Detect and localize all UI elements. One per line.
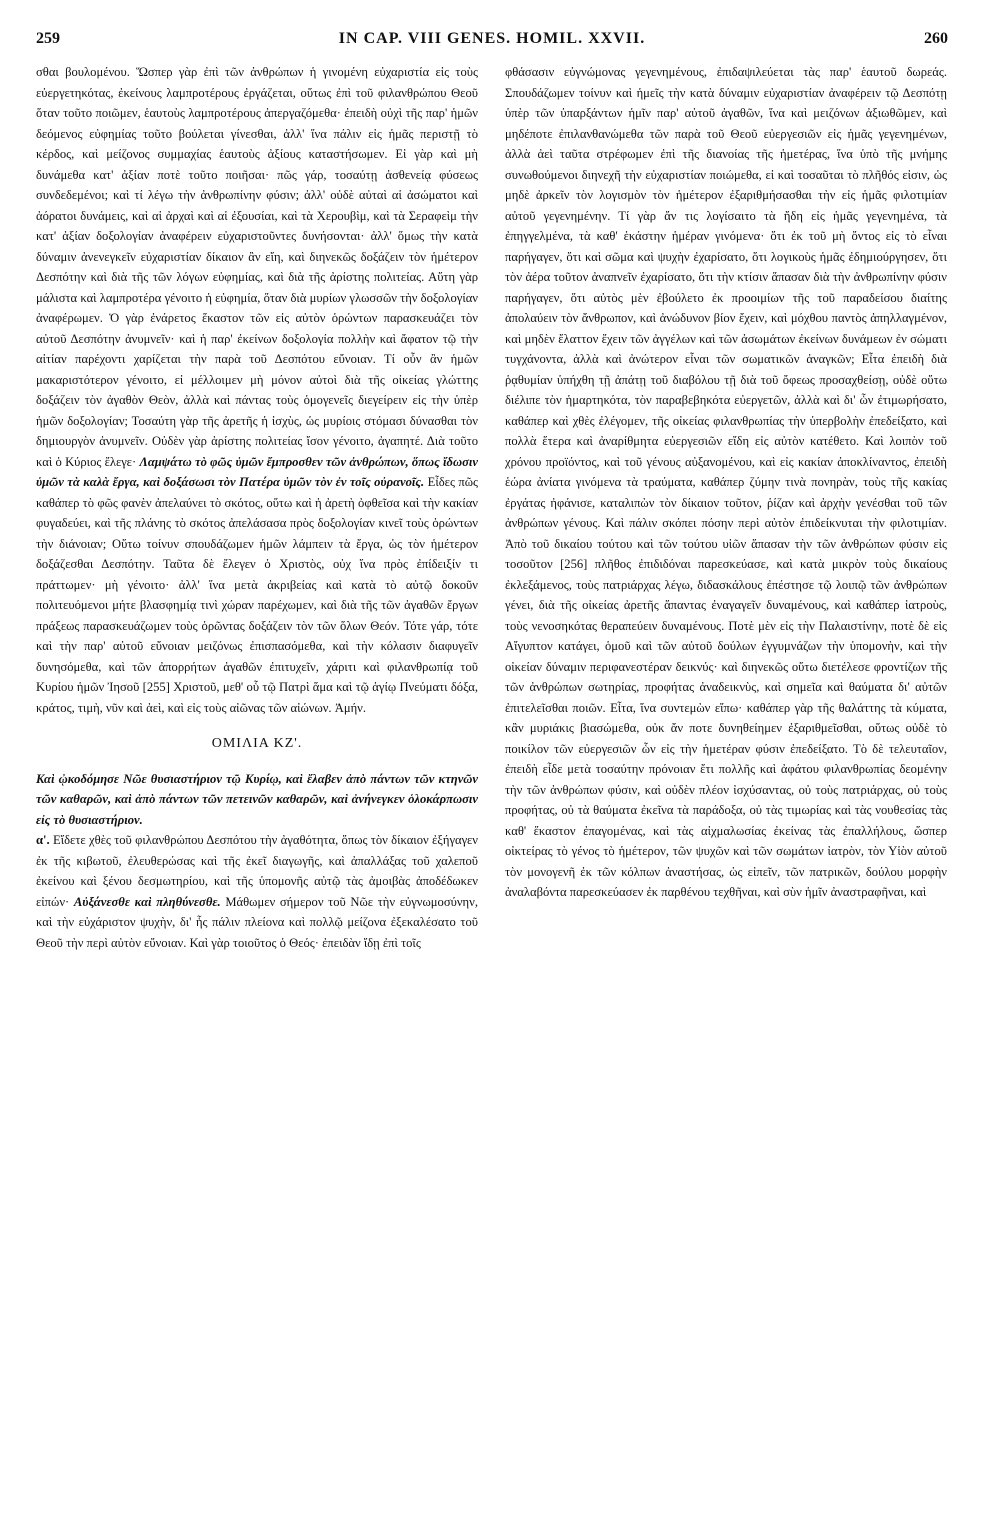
left-paragraph-text: σθαι βουλομένου. Ὥσπερ γὰρ ἐπὶ τῶν ἀνθρώπων ἡ γινομένη εὐχαριστία εἰς τοὺς εὐεργετηκότας, ἐκείνους λαμπροτέρους ἐργάζεται, οὕτως ἐπὶ τοῦ φιλανθρώπου Θεοῦ ὅταν τοῦτο ποιῶμεν, ἑαυτοὺς λαμπροτέρους ἀπεργαζόμεθα· ἐπειδὴ οὐχὶ τῆς παρ' ἡμῶν δεόμενος εὐφημίας τοῦτο βούλεται γίνεσθαι, ἀλλ' ἵνα πάλιν εἰς ἡμᾶς περιστῇ τὸ κέρδος, καὶ μείζονος συμμαχίας ἑαυτοὺς ἀξίους καταστήσωμεν. Εἰ γὰρ καὶ μὴ δυνάμεθα κατ' ἀξίαν ποτὲ τοῦτο ποιῆσαι· πῶς γάρ, τοσαύτῃ ἀσθενείᾳ φύσεως συνδεδεμένοι; καὶ τί λέγω τὴν ἀνθρωπίνην φύσιν; ἀλλ' οὐδὲ αὐταὶ αἱ ἀσώματοι καὶ ἀόρατοι δυνάμεις, καὶ αἱ ἀρχαὶ καὶ αἱ ἐξουσίαι, καὶ τὰ Χερουβὶμ, καὶ τὰ Σεραφεὶμ τὴν κατ' ἀξίαν δοξολογίαν ἀναφέρειν εὐχαριστοῦντες δυνήσονται· ἀλλ' ὅμως τὴν κατὰ δύναμιν ἀνενεγκεῖν εὐχαριστίαν δίκαιον ἂν εἴη, καὶ διηνεκῶς δοξάζειν τὸν ἡμέτερον Δεσπότην καὶ διὰ τῆς τῶν λόγων εὐφημίας, καὶ διὰ τῆς ἀρίστης πολιτείας. Αὕτη γὰρ μάλιστα καὶ λαμπροτέρα γένοιτο ἡ εὐφημία, ὅταν διὰ μυρίων γλωσσῶν τὴν δοξολογίαν ἀναφέρωμεν. Ὁ γὰρ ἐνάρετος ἕκαστον τῶν εἰς αὐτὸν ὁρώντων παρασκευάζει τὸν αὐτοῦ Δεσπότην ἀνυμνεῖν· καὶ ἡ παρ' ἐκείνων δοξολογία πολλὴν καὶ ἄφατον τῷ τὴν αἰτίαν παρέχοντι χαρίζεται τὴν παρὰ τοῦ Δεσπότου εὔνοιαν. Τί οὖν ἂν ἡμῶν μακαριστότερον γένοιτο, εἰ μέλλοιμεν μὴ μόνον αὐτοὶ διὰ τῆς οἰκείας γλώττης δοξάζειν τὸν ἀγαθὸν Θεὸν, ἀλλὰ καὶ πάντας τοὺς ὁμογενεῖς διεγείρειν εἰς τὴν ὑπὲρ ἡμῶν δοξολογίαν; Τοσαύτη γὰρ τῆς ἀρετῆς ἡ ἰσχὺς, ὡς μυρίοις στόμασι δύνασθαι τὸν δημιουργὸν ἀνυμνεῖν. Οὐδὲν γὰρ ἀρίστης πολιτείας ἴσον γένοιτο, ἀγαπητέ. Διὰ τοῦτο καὶ ὁ Κύριος ἔλεγε·: [36, 65, 478, 469]
page-number-right: 260: [924, 30, 948, 47]
running-header: [36, 30, 948, 58]
scripture-quote: Λαμψάτω τὸ φῶς ὑμῶν ἔμπροσθεν τῶν ἀνθρώπων, ὅπως ἴδωσιν ὑμῶν τὰ καλὰ ἔργα, καὶ δοξάσωσι τὸν Πατέρα ὑμῶν τὸν ἐν τοῖς οὐρανοῖς.: [36, 454, 478, 489]
opening-text-continued: Μάθωμεν σήμερον τοῦ Νῶε τὴν εὐγνωμοσύνην, καὶ τὴν εὐχάριστον ψυχὴν, δι' ἧς πάλιν πλείονα καὶ πολλῷ μείζονα ἐξεκαλέσατο τοῦ Θεοῦ τὴν περὶ αὐτὸν εὔνοιαν. Καὶ γὰρ τοιοῦτος ὁ Θεός· ἐπειδὰν ἴδῃ ἐπὶ τοῖς: [36, 894, 478, 950]
running-title: IN CAP. VIII GENES. HOMIL. XXVII.: [338, 30, 646, 47]
right-paragraph: φθάσασιν εὐγνώμονας γεγενημένους, ἐπιδαψιλεύεται τὰς παρ' ἑαυτοῦ δωρεάς. Σπουδάζωμεν τοίνυν καὶ ἡμεῖς τὴν κατὰ δύναμιν εὐχαριστίαν ἀναφέρειν τῷ Δεσπότῃ ὑπὲρ τῶν ὑπαρξάντων ἡμῖν παρ' αὐτοῦ ἀγαθῶν, ἵνα καὶ μειζόνων ἀξιωθῶμεν, καὶ μηδέποτε ἐπιλανθανώμεθα τῶν παρὰ τοῦ Θεοῦ εὐεργεσιῶν εἰς ἡμᾶς γεγενημένων, ἀλλὰ ἀεὶ ταῦτα στρέφωμεν ἐπὶ τῆς διανοίας τῆς ἡμετέρας, ἵνα ὑπὸ τῆς μνήμης συνωθούμενοι διηνεχῆ τὴν εὐχαριστίαν ποιώμεθα, εἰ καὶ τοσαῦται τὸ πλῆθός εἰσιν, ὡς μηδὲ ἀρκεῖν τὸν λογισμὸν τὸν ἡμέτερον ἐξαριθμήσασθαι τὴν εἰς ἡμᾶς φιλοτιμίαν αὐτοῦ γεγενημένην. Τί γὰρ ἄν τις λογίσαιτο τὰ ἤδη εἰς ἡμᾶς γεγενημένα, τὰ ἐπηγγελμένα, τὰ καθ' ἑκάστην ἡμέραν γινόμενα· ὅτι ἐκ τοῦ μὴ ὄντος εἰς τὸ εἶναι παρήγαγεν, ὅτι καὶ σῶμα καὶ ψυχὴν ἐχαρίσατο, ὅτι λογικοὺς ἡμᾶς ἐδημιούργησεν, ὅτι τὸν ἀέρα τοῦτον ἀναπνεῖν ἐχαρίσατο, ὅτι τὴν κτίσιν ἅπασαν διὰ τὴν ἀνθρωπίνην φύσιν παρήγαγεν, ὅτι αὐτὸς μὲν ἐβούλετο ἐκ προοιμίων τῆς τοῦ παραδείσου διαίτης ἀπολαύειν τὸν ἄνθρωπον, καὶ ἀνώδυνον βίον ἔχειν, καὶ μόχθου παντὸς ἀπηλλαγμένον, καὶ μηδὲν ἔλαττον ἔχειν τῶν ἀγγέλων καὶ τῶν ἀσωμάτων ἐκείνων δυνάμεων ἐν σώματι τυγχάνοντα, ἀλλὰ καὶ ἀνώτερον εἶναι τῶν σωματικῶν ἀναγκῶν; Εἶτα ἐπειδὴ διὰ ῥᾳθυμίαν ὑπήχθη τῇ ἀπάτῃ τοῦ διαβόλου τῇ διὰ τοῦ ὄφεως προσαχθείσῃ, οὐδὲ οὕτω διέλιπε τὸν ἡμαρτηκότα, τὸν παραβεβηκότα εὐεργετῶν, ἀλλὰ καὶ δι' ὧν ἐτιμωρήσατο, καθάπερ καὶ χθὲς ἐλέγομεν, τῆς οἰκείας φιλανθρωπίας τὴν ὑπερβολὴν ἐπεδείξατο, καὶ πολλὰ ἕτερα καὶ ἀναρίθμητα εὐεργεσιῶν εἴδη εἰς αὐτὸν κατέθετο. Καὶ λοιπὸν τοῦ χρόνου προϊόντος, καὶ τοῦ γένους αὐξανομένου, καὶ εἰς κακίαν ἀποκλίναντος, ἐπειδὴ ἑώρα ἀνίατα γινόμενα τὰ τραύματα, καθάπερ ζύμην τινὰ πονηρὰν, τοὺς τῆς κακίας ἐργάτας ἠφάνισε, καταλιπὼν τὸν δίκαιον τοῦτον, ῥίζαν καὶ ἀρχὴν γενέσθαι τοῦ τῶν ἀνθρώπων γένους. Καὶ πάλιν σκόπει πόσην περὶ αὐτὸν ἐπιδείκνυται τὴν φιλοτιμίαν. Ἀπὸ τοῦ δικαίου τούτου καὶ τῶν τούτου υἱῶν ἅπασαν τὴν τῶν ἀνθρώπων φύσιν εἰς τοσοῦτον [256] πλῆθος ἐπιδιδόναι παρεσκεύασε, καὶ κατὰ μικρὸν τοὺς δικαίους ἐκλεξάμενος, τοὺς πατριάρχας λέγω, διδασκάλους ἐπέστησε τῷ λοιπῷ τῶν ἀνθρώπων γένει, διὰ τῆς οἰκείας ἀρετῆς ἅπαντας ἐναγαγεῖν δυναμένους, καὶ καθάπερ ἰατροὺς, τοὺς νενοσηκότας θεραπεύειν δυναμένους. Ποτὲ μὲν εἰς τὴν Παλαιστίνην, ποτὲ δὲ εἰς Αἴγυπτον κατάγει, ὁμοῦ καὶ τῶν αὐτοῦ δούλων ἐγγυμνάζων τὴν ὑπομονὴν, καὶ τὴν οἰκείαν δύναμιν περιφανεστέραν δεικνύς· καὶ διηνεκῶς οὕτω διετέλεσε φροντίζων τῆς τῶν ἀνθρώπων σωτηρίας, προφήτας ἀναδεικνὺς, καὶ σημεῖα καὶ θαύματα δι' αὐτῶν ἐπιτελεῖσθαι ποιῶν. Εἶτα, ἵνα συντεμὼν εἴπω· καθάπερ γὰρ τῆς θαλάττης τὰ κύματα, κἂν μυριάκις βιασώμεθα, οὐκ ἄν ποτε δυνηθείημεν ἐξαριθμεῖσθαι, οὕτως οὐδὲ τὸ ποικίλον τῶν εὐεργεσιῶν ὧν εἰς τὴν ἡμετέραν φύσιν ἐπεδείξατο. Τὸ δὲ τελευταῖον, ἐπειδὴ εἶδε μετὰ τοσαύτην πρόνοιαν ἔτι πολλῆς καὶ ἀφάτου φιλανθρωπίας δεομένην τὴν τῶν ἀνθρώπων φύσιν, καὶ οὐδὲν πλέον ἰσχύσαντας, οὐ τοὺς πατριάρχας, οὐ τοὺς προφήτας, οὐ τὰ θαύματα ἐκεῖνα τὰ παράδοξα, οὐ τὰς τιμωρίας καὶ τὰς νουθεσίας τὰς καθ' ἕκαστον ἐπαγομένας, καὶ τὰς αἰχμαλωσίας ἐκείνας τὰς ἐπαλλήλους, ὥσπερ οἰκτείρας τὸ γένος τὸ ἡμέτερον, τῶν ψυχῶν καὶ τῶν σωμάτων ἰατρὸν, τὸν Υἱὸν αὐτοῦ τὸν μονογενῆ ἐκ τῶν κόλπων ἀναστήσας, ὡς εἰπεῖν, τῶν πατρικῶν, δούλου μορφὴν ἀναλαβόντα παρεσκεύασεν ἐκ παρθένου τεχθῆναι, καὶ σὺν ἡμῖν ἀναστραφῆναι, καὶ: [505, 65, 947, 899]
homily-title: ΟΜΙΛΙΑ ΚΖ'.: [211, 736, 303, 751]
scripture-quote-2: Αὐξάνεσθε καὶ πληθύνεσθε.: [73, 894, 221, 909]
left-column: [36, 62, 478, 1512]
left-paragraph-continued: Εἶδες πῶς καθάπερ τὸ φῶς φανὲν ἀπελαύνει τὸ σκότος, οὕτω καὶ ἡ ἀρετὴ ὀφθεῖσα καὶ τὴν κακίαν φυγαδεύει, καὶ τῆς πλάνης τὸ σκότος ἀπελάσασα πρὸς δοξολογίαν κινεῖ τοὺς ὁρώντων τὴν διάνοιαν; Οὕτω τοίνυν σπουδάζωμεν ἡμῶν λάμπειν τὰ ἔργα, ὡς τὸν ἡμέτερον δοξάζεσθαι Δεσπότην. Ταῦτα δὲ ἔλεγεν ὁ Χριστὸς, οὐχ ἵνα πρὸς ἐπίδειξίν τι πράττωμεν· μὴ γένοιτο· ἀλλ' ἵνα μετὰ ἀκριβείας καὶ κατὰ τὸ αὐτῷ δοκοῦν πολιτευόμενοι μήτε βλασφημίᾳ τινὶ χώραν παρέχωμεν, καὶ διὰ τῆς τῶν ἀγαθῶν ἔργων πράξεως παρασκευάζωμεν τοὺς ὁρῶντας δοξάζειν τὸν τῶν ὅλων Θεόν. Τότε γάρ, τότε καὶ τὴν παρ' αὐτοῦ εὔνοιαν μειζόνως ἐπισπασόμεθα, καὶ τὴν κόλασιν διαφυγεῖν δυνησόμεθα, καὶ τῶν ἀπορρήτων ἀγαθῶν ἐπιτυχεῖν, χάριτι καὶ φιλανθρωπίᾳ τοῦ Κυρίου ἡμῶν Ἰησοῦ [255] Χριστοῦ, μεθ' οὗ τῷ Πατρὶ ἅμα καὶ τῷ ἁγίῳ Πνεύματι δόξα, κράτος, τιμὴ, νῦν καὶ ἀεὶ, καὶ εἰς τοὺς αἰῶνας τῶν αἰώνων. Ἀμήν.: [36, 475, 478, 715]
left-paragraph: [36, 62, 478, 718]
homily-lemma: Καὶ ᾠκοδόμησε Νῶε θυσιαστήριον τῷ Κυρίῳ, καὶ ἔλαβεν ἀπὸ πάντων τῶν κτηνῶν τῶν καθαρῶν, καὶ ἀπὸ πάντων τῶν πετεινῶν καθαρῶν, καὶ ἀνήνεγκεν ὁλοκάρπωσιν εἰς τὸ θυσιαστήριον.: [36, 771, 478, 827]
section-mark: α'.: [36, 833, 50, 847]
opening-text: Εἴδετε χθὲς τοῦ φιλανθρώπου Δεσπότου τὴν ἀγαθότητα, ὅπως τὸν δίκαιον ἐξήγαγεν ἐκ τῆς κιβωτοῦ, ἐλευθερώσας καὶ τῆς ἐκεῖ διαγωγῆς, καὶ ἀπαλλάξας τοῦ χαλεποῦ ἐκείνου καὶ ξένου δεσμωτηρίου, καὶ τῆς ὑπομονῆς αὐτῷ τὰς ἀμοιβὰς ἀποδέδωκεν εἰπών·: [36, 833, 478, 909]
homily-opening-paragraph: [36, 830, 478, 953]
right-column: [505, 62, 947, 1512]
page-number-left: 259: [36, 30, 60, 47]
